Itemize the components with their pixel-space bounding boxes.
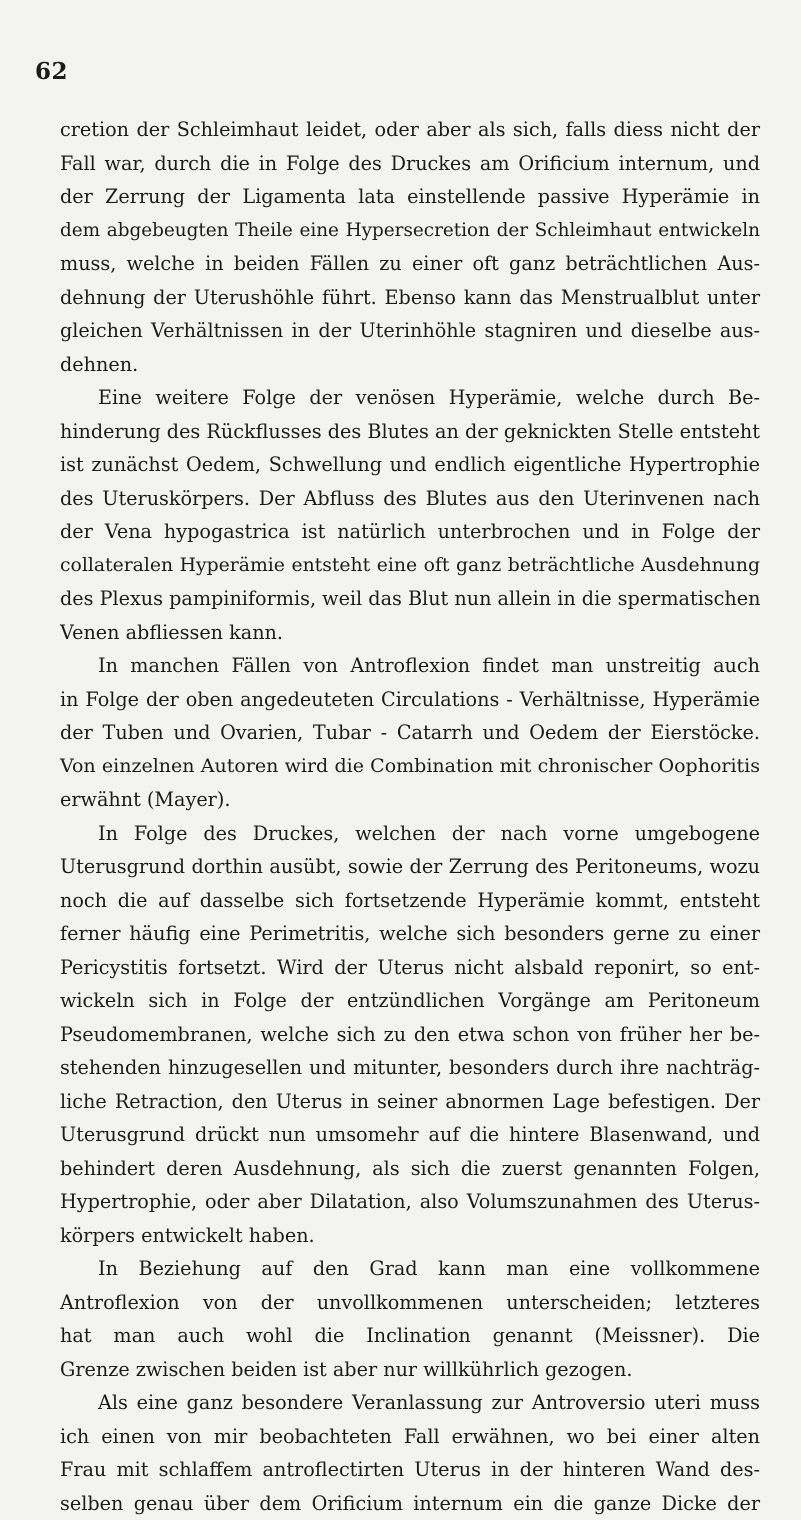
text-line: Von einzelnen Autoren wird die Combination mit chronischer Oophoritis (60, 750, 760, 784)
text-line: hat man auch wohl die Inclination genannt (Meissner). Die (60, 1319, 760, 1353)
text-line: Pseudomembranen, welche sich zu den etwa schon von früher her be- (60, 1018, 760, 1052)
text-line: des Uteruskörpers. Der Abfluss des Blutes aus den Uterinvenen nach (60, 482, 760, 516)
text-line: ist zunächst Oedem, Schwellung und endlich eigentliche Hypertrophie (60, 448, 760, 482)
text-line: Grenze zwischen beiden ist aber nur willkührlich gezogen. (60, 1353, 760, 1387)
text-line: collateralen Hyperämie entsteht eine oft ganz beträchtliche Ausdehnung (60, 549, 760, 583)
text-line: selben genau über dem Orificium internum ein die ganze Dicke der (60, 1487, 760, 1520)
text-line: cretion der Schleimhaut leidet, oder aber als sich, falls diess nicht der (60, 113, 760, 147)
text-line: Uterusgrund dorthin ausübt, sowie der Zerrung des Peritoneums, wozu (60, 850, 760, 884)
text-line: behindert deren Ausdehnung, als sich die zuerst genannten Folgen, (60, 1152, 760, 1186)
text-line: des Plexus pampiniformis, weil das Blut nun allein in die spermatischen (60, 582, 760, 616)
text-line: Fall war, durch die in Folge des Druckes am Orificium internum, und (60, 147, 760, 181)
text-line: In Beziehung auf den Grad kann man eine vollkommene (60, 1252, 760, 1286)
text-line: Antroflexion von der unvollkommenen unterscheiden; letzteres (60, 1286, 760, 1320)
page-number: 62 (35, 58, 68, 85)
text-line: der Vena hypogastrica ist natürlich unterbrochen und in Folge der (60, 515, 760, 549)
text-line: hinderung des Rückflusses des Blutes an der geknickten Stelle entsteht (60, 415, 760, 449)
text-line: gleichen Verhältnissen in der Uterinhöhle stagniren und dieselbe aus- (60, 314, 760, 348)
text-line: Pericystitis fortsetzt. Wird der Uterus nicht alsbald reponirt, so ent- (60, 951, 760, 985)
text-line: wickeln sich in Folge der entzündlichen Vorgänge am Peritoneum (60, 984, 760, 1018)
text-line: dehnung der Uterushöhle führt. Ebenso kann das Menstrualblut unter (60, 281, 760, 315)
text-line: der Tuben und Ovarien, Tubar - Catarrh und Oedem der Eierstöcke. (60, 716, 760, 750)
text-line: Eine weitere Folge der venösen Hyperämie, welche durch Be- (60, 381, 760, 415)
text-line: In Folge des Druckes, welchen der nach vorne umgebogene (60, 817, 760, 851)
text-line: liche Retraction, den Uterus in seiner abnormen Lage befestigen. Der (60, 1085, 760, 1119)
text-line: ich einen von mir beobachteten Fall erwähnen, wo bei einer alten (60, 1420, 760, 1454)
text-line: in Folge der oben angedeuteten Circulations - Verhältnisse, Hyperämie (60, 683, 760, 717)
text-line: Uterusgrund drückt nun umsomehr auf die hintere Blasenwand, und (60, 1118, 760, 1152)
text-line: körpers entwickelt haben. (60, 1219, 760, 1253)
text-line: Hypertrophie, oder aber Dilatation, also Volumszunahmen des Uterus- (60, 1185, 760, 1219)
text-line: Als eine ganz besondere Veranlassung zur Antroversio uteri muss (60, 1386, 760, 1420)
text-line: erwähnt (Mayer). (60, 783, 760, 817)
text-line: muss, welche in beiden Fällen zu einer oft ganz beträchtlichen Aus- (60, 247, 760, 281)
text-line: In manchen Fällen von Antroflexion findet man unstreitig auch (60, 649, 760, 683)
text-line: stehenden hinzugesellen und mitunter, besonders durch ihre nachträg- (60, 1051, 760, 1085)
text-line: noch die auf dasselbe sich fortsetzende Hyperämie kommt, entsteht (60, 884, 760, 918)
text-line: Frau mit schlaffem antroflectirten Uterus in der hinteren Wand des- (60, 1453, 760, 1487)
text-line: dem abgebeugten Theile eine Hypersecretion der Schleimhaut entwickeln (60, 214, 760, 248)
text-line: dehnen. (60, 348, 760, 382)
text-line: ferner häufig eine Perimetritis, welche sich besonders gerne zu einer (60, 917, 760, 951)
text-line: der Zerrung der Ligamenta lata einstellende passive Hyperämie in (60, 180, 760, 214)
text-line: Venen abfliessen kann. (60, 616, 760, 650)
